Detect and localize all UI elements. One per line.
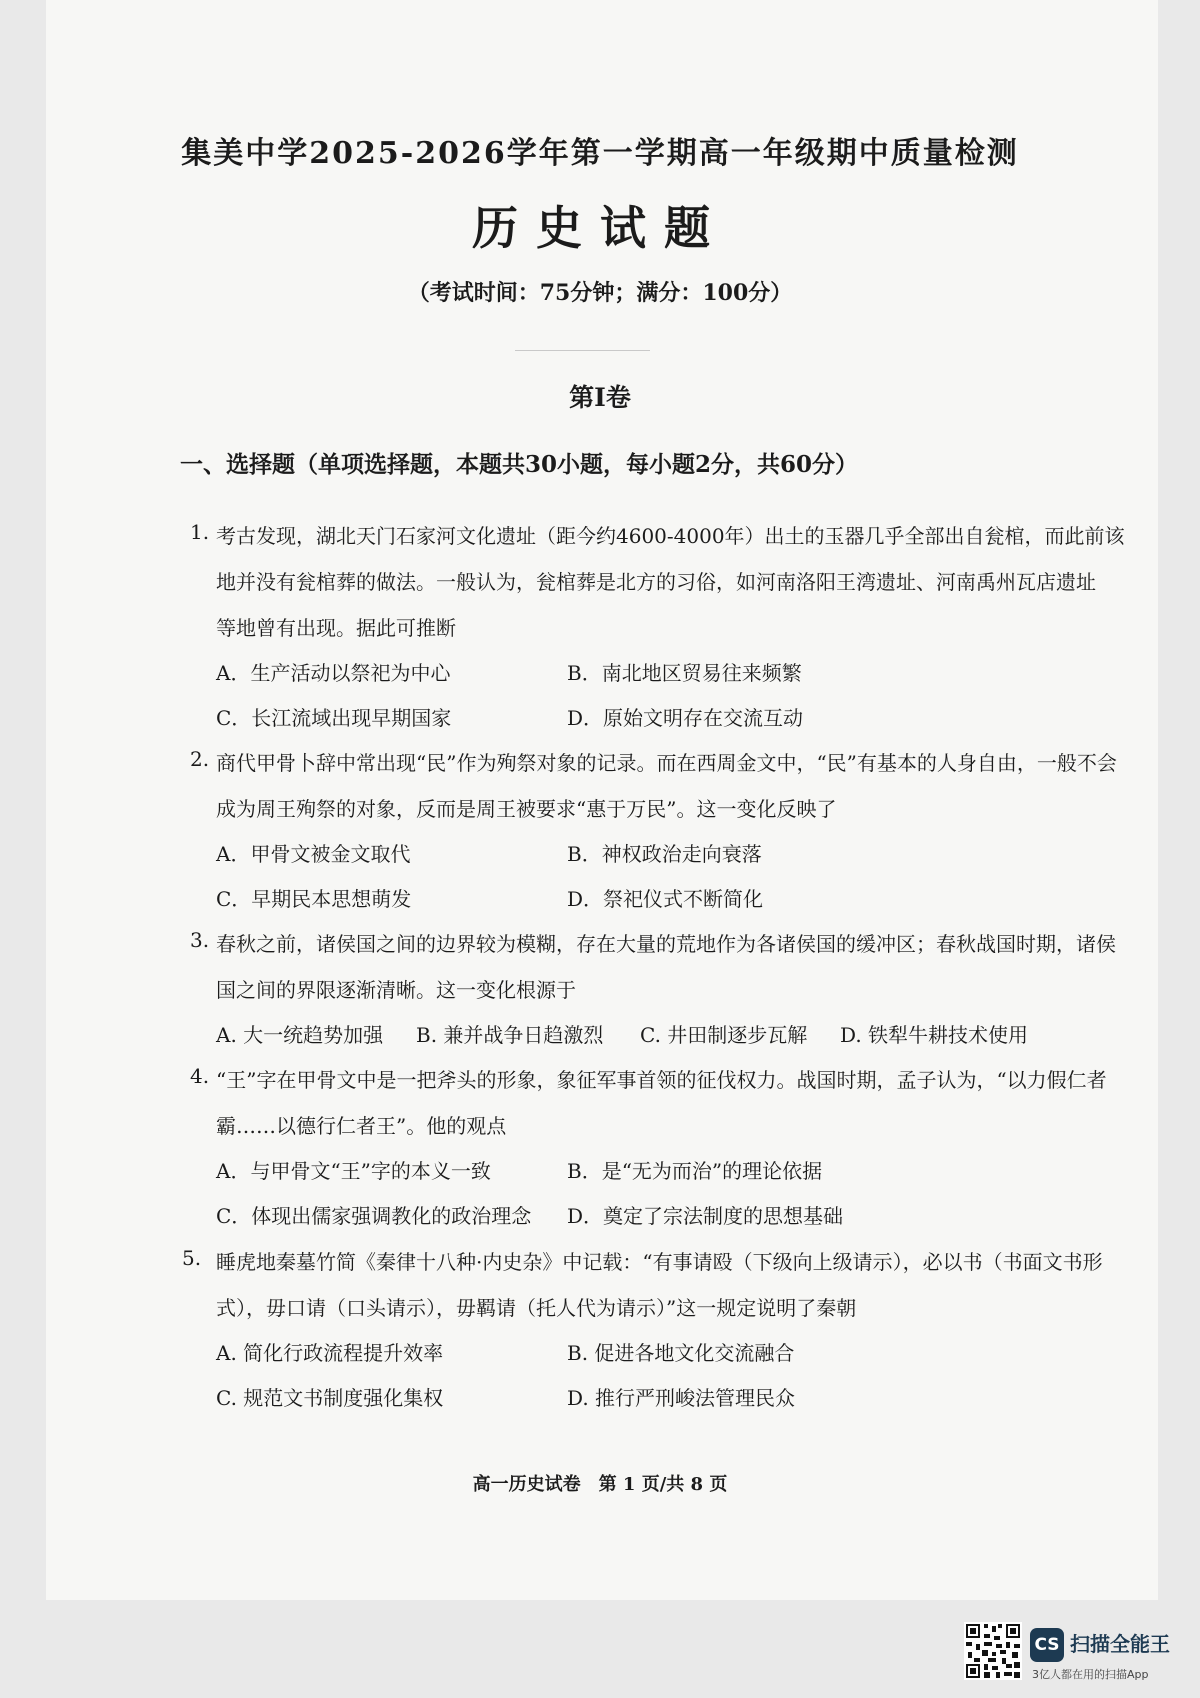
- question-number: 2.: [190, 747, 210, 771]
- option-b: B. 兼并战争日趋激烈: [416, 1023, 604, 1047]
- option-c: C. 井田制逐步瓦解: [640, 1023, 808, 1047]
- scanner-slogan: 3亿人都在用的扫描App: [1032, 1668, 1149, 1681]
- option-d: D．祭祀仪式不断简化: [567, 887, 764, 911]
- question-number: 5.: [182, 1246, 202, 1270]
- question-stem-line: 春秋之前，诸侯国之间的边界较为模糊，存在大量的荒地作为各诸侯国的缓冲区；春秋战国时期，诸侯: [216, 932, 1116, 956]
- subject-title: 历史试题: [472, 201, 728, 255]
- option-a: A．生产活动以祭祀为中心: [216, 661, 451, 685]
- question-number: 4.: [190, 1064, 210, 1088]
- page-footer: 高一历史试卷 第 1 页/共 8 页: [472, 1474, 728, 1495]
- divider: [515, 350, 650, 351]
- option-b: B．神权政治走向衰落: [567, 842, 762, 866]
- option-b: B．是“无为而治”的理论依据: [567, 1159, 823, 1183]
- qr-code-icon: [964, 1622, 1022, 1680]
- question-stem-line: 等地曾有出现。据此可推断: [216, 616, 456, 640]
- section-title: 一、选择题（单项选择题，本题共30小题，每小题2分，共60分）: [180, 451, 859, 478]
- question-stem-line: 成为周王殉祭的对象，反而是周王被要求“惠于万民”。这一变化反映了: [216, 797, 837, 821]
- volume-title: 第Ⅰ卷: [569, 383, 631, 412]
- option-a: A．甲骨文被金文取代: [216, 842, 411, 866]
- school-title: 集美中学2025-2026学年第一学期高一年级期中质量检测: [181, 136, 1019, 171]
- scanner-watermark: [964, 1622, 1184, 1688]
- question-stem-line: 国之间的界限逐渐清晰。这一变化根源于: [216, 978, 576, 1002]
- question-number: 3.: [190, 928, 210, 952]
- option-c: C. 规范文书制度强化集权: [216, 1386, 444, 1410]
- option-a: A．与甲骨文“王”字的本义一致: [216, 1159, 491, 1183]
- question-stem-line: 霸……以德行仁者王”。他的观点: [216, 1114, 507, 1138]
- option-a: A. 大一统趋势加强: [216, 1023, 384, 1047]
- camscanner-logo: CS: [1030, 1628, 1064, 1662]
- option-b: B．南北地区贸易往来频繁: [567, 661, 802, 685]
- option-d: D．奠定了宗法制度的思想基础: [567, 1204, 844, 1228]
- scanner-app-name: 扫描全能王: [1070, 1632, 1170, 1656]
- question-stem-line: 考古发现，湖北天门石家河文化遗址（距今约4600-4000年）出土的玉器几乎全部出自瓮棺，而此前该: [216, 524, 1125, 548]
- question-stem-line: 睡虎地秦墓竹简《秦律十八种·内史杂》中记载：“有事请殴（下级向上级请示），必以书（书面文书形: [216, 1250, 1103, 1274]
- question-stem-line: 地并没有瓮棺葬的做法。一般认为，瓮棺葬是北方的习俗，如河南洛阳王湾遗址、河南禹州瓦店遗址: [216, 570, 1096, 594]
- question-number: 1.: [190, 520, 210, 544]
- question-stem-line: 式），毋口请（口头请示），毋羁请（托人代为请示）”这一规定说明了秦朝: [216, 1296, 857, 1320]
- option-d: D. 推行严刑峻法管理民众: [567, 1386, 796, 1410]
- exam-info: （考试时间：75分钟；满分：100分）: [407, 280, 793, 306]
- question-stem-line: “王”字在甲骨文中是一把斧头的形象，象征军事首领的征伐权力。战国时期，孟子认为，“以力假仁者: [216, 1068, 1107, 1092]
- option-d: D．原始文明存在交流互动: [567, 706, 804, 730]
- option-c: C．长江流域出现早期国家: [216, 706, 452, 730]
- option-c: C．体现出儒家强调教化的政治理念: [216, 1204, 532, 1228]
- option-c: C．早期民本思想萌发: [216, 887, 412, 911]
- option-d: D. 铁犁牛耕技术使用: [840, 1023, 1029, 1047]
- question-stem-line: 商代甲骨卜辞中常出现“民”作为殉祭对象的记录。而在西周金文中，“民”有基本的人身自由，一般不会: [216, 751, 1117, 775]
- option-a: A. 简化行政流程提升效率: [216, 1341, 444, 1365]
- option-b: B. 促进各地文化交流融合: [567, 1341, 795, 1365]
